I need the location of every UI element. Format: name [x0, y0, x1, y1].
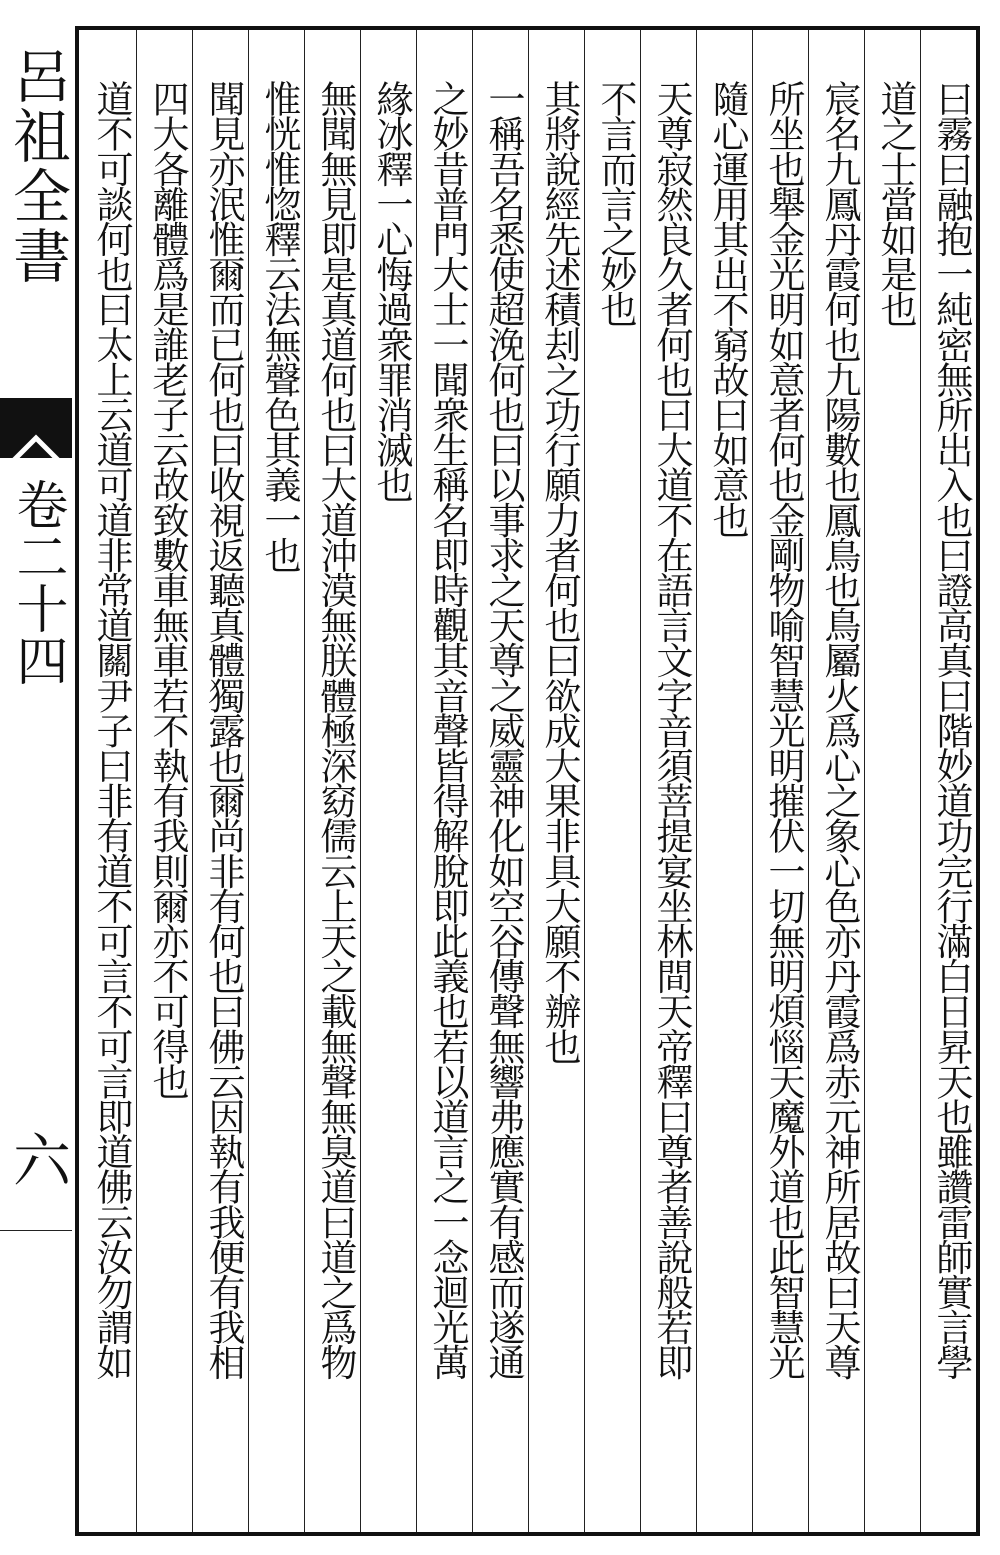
column-rule [640, 30, 641, 1532]
text-column: 宸名九鳳丹霞何也九陽數也鳳鳥也鳥屬火爲心之象心色亦丹霞爲赤元神所居故曰天尊 [818, 80, 861, 1379]
column-rule [584, 30, 585, 1532]
page-margin [0, 0, 72, 1555]
text-column: 緣冰釋一心悔過衆罪消滅也 [370, 80, 413, 502]
page-number: 六 [3, 1130, 71, 1188]
column-rule [248, 30, 249, 1532]
text-column: 惟恍惟惚釋云法無聲色其義一也 [258, 80, 301, 572]
column-rule [304, 30, 305, 1532]
text-column: 一稱吾名悉使超浼何也曰以事求之天尊之威靈神化如空谷傳聲無響弗應實有感而遂通 [482, 80, 525, 1379]
text-column: 道之士當如是也 [874, 80, 917, 326]
text-column: 天尊寂然良久者何也曰大道不在語言文字音須菩提宴坐林間天帝釋曰尊者善說般若即 [650, 80, 693, 1379]
column-rule [864, 30, 865, 1532]
text-column: 隨心運用其出不窮故曰如意也 [706, 80, 749, 537]
text-column: 所坐也舉金光明如意者何也金剛物喻智慧光明摧伏一切無明煩惱天魔外道也此智慧光 [762, 80, 805, 1379]
fishtail-chevron-icon [0, 434, 72, 474]
column-rule [920, 30, 921, 1532]
book-title: 呂祖全書 [3, 46, 71, 286]
column-rule [416, 30, 417, 1532]
volume-label: 卷二十四 [7, 478, 67, 686]
column-rule [752, 30, 753, 1532]
column-rule [192, 30, 193, 1532]
column-rule [808, 30, 809, 1532]
text-column: 不言而言之妙也 [594, 80, 637, 326]
column-rule [360, 30, 361, 1532]
text-column: 四大各離體爲是誰老子云故致數車無車若不執有我則爾亦不可得也 [146, 80, 189, 1098]
text-frame [75, 26, 980, 1536]
text-column: 其將說經先述積刦之功行願力者何也曰欲成大果非具大願不辦也 [538, 80, 581, 1063]
text-column: 道不可談何也曰太上云道可道非常道關尹子曰非有道不可言不可言即道佛云汝勿謂如 [90, 80, 133, 1379]
text-column: 聞見亦泯惟爾而已何也曰收視返聽真體獨露也爾尚非有何也曰佛云因執有我便有我相 [202, 80, 245, 1379]
text-column: 之妙昔普門大士一聞衆生稱名即時觀其音聲皆得解脫即此義也若以道言之一念迴光萬 [426, 80, 469, 1379]
column-rule [136, 30, 137, 1532]
text-column: 無聞無見即是真道何也曰大道沖漠無朕體極深窈儒云上天之載無聲無臭道曰道之爲物 [314, 80, 357, 1379]
text-column: 曰霧曰融抱一純密無所出入也曰證高真曰階妙道功完行滿白日昇天也雖讚雷師實言學 [930, 80, 973, 1379]
column-rule [696, 30, 697, 1532]
column-rule [472, 30, 473, 1532]
margin-rule [0, 1230, 72, 1231]
column-rule [528, 30, 529, 1532]
